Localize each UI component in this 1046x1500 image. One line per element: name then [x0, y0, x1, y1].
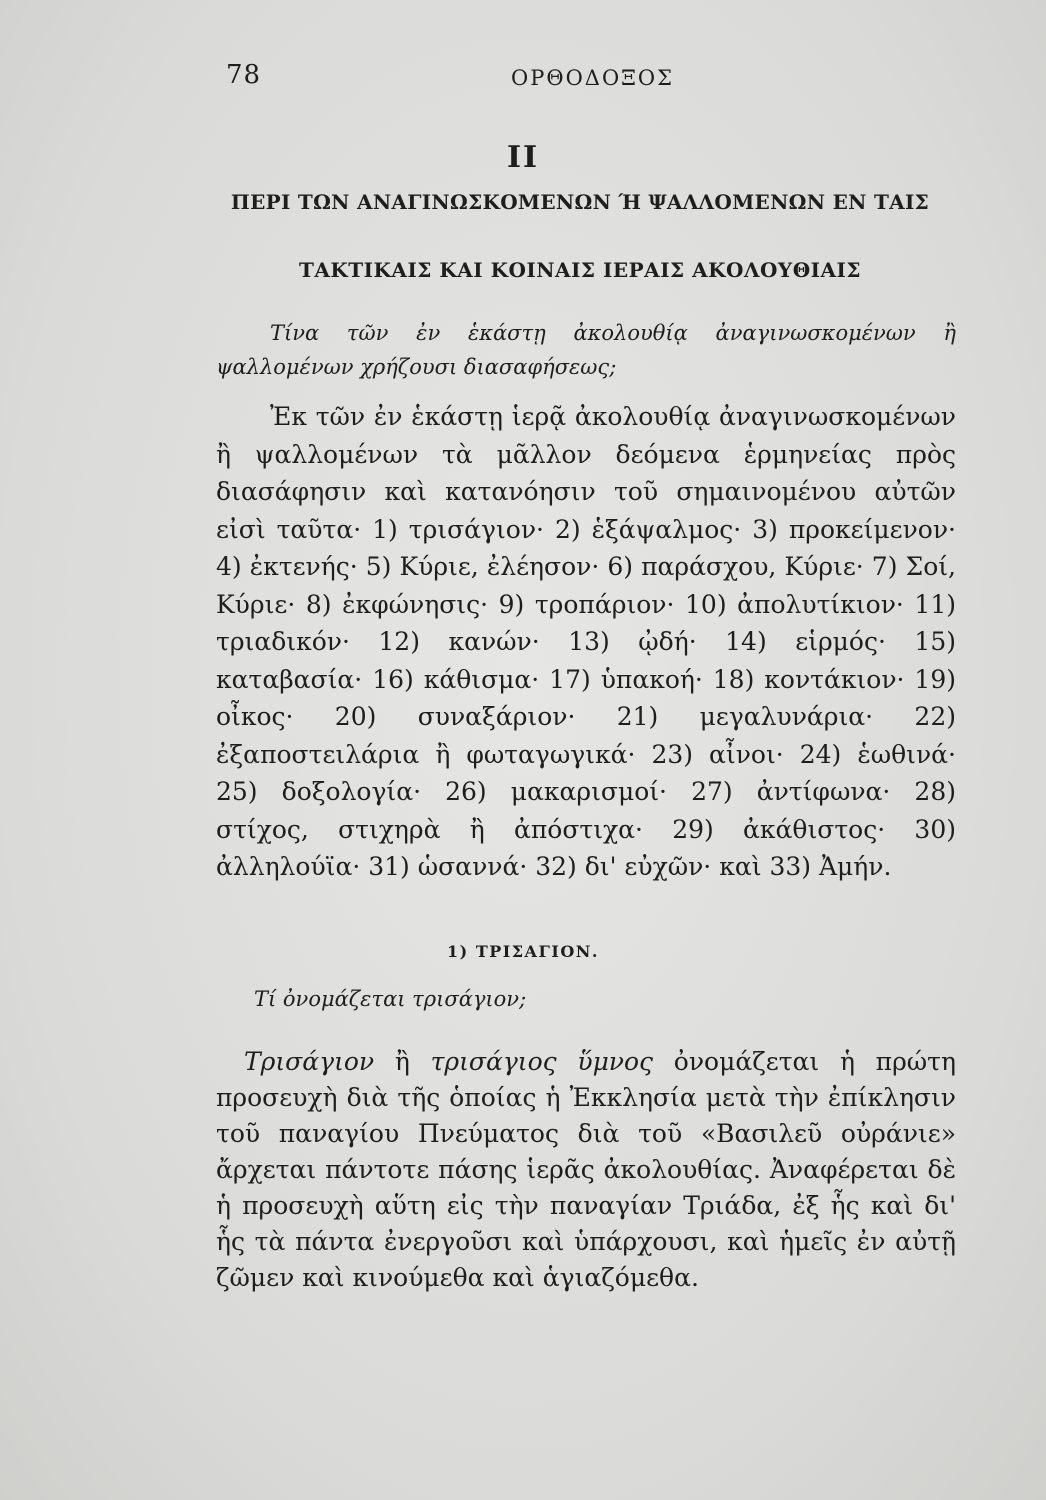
answer-rest: ὀνομάζεται ἡ πρώτη προσευχὴ διὰ τῆς ὁποίας ἡ Ἐκκλησία μετὰ τὴν ἐπίκλησιν τοῦ παναγίου Πνεύματος διὰ τοῦ «Βασιλεῦ οὐράνιε» ἄρχεται πάντοτε πάσης ἱερᾶς ἀκολουθίας. Ἀναφέρεται δὲ ἡ προσευχὴ αὕτη εἰς τὴν παναγίαν Τριάδα, ἐξ ἧς καὶ δι' ἧς τὰ πάντα ἐνεργοῦσι καὶ ὑπάρχουσι, καὶ ἡμεῖς ἐν αὐτῇ ζῶμεν καὶ κινούμεθα καὶ ἁγιαζόμεθα. [216, 1047, 956, 1292]
question-text: Τίνα τῶν ἐν ἑκάστῃ ἀκολουθίᾳ ἀναγινωσκομένων ἢ ψαλλομένων χρήζουσι διασαφήσεως; [216, 321, 956, 379]
section-number: ΙΙ [506, 140, 540, 175]
question-paragraph [216, 316, 956, 384]
page-header [226, 60, 926, 100]
term-trisagion: Τρισάγιον [244, 1047, 375, 1076]
page-number: 78 [226, 60, 262, 90]
term-trisagios-hymnos: τρισάγιος ὕμνος [430, 1047, 654, 1076]
subsection-heading: 1) ΤΡΙΣΑΓΙΟΝ. [447, 942, 599, 961]
chapter-title-line-1: ΠΕΡΙ ΤΩΝ ΑΝΑΓΙΝΩΣΚΟΜΕΝΩΝ Ή ΨΑΛΛΟΜΕΝΩΝ ΕΝ ΤΑΙΣ [230, 190, 930, 214]
connector: ἢ [374, 1047, 431, 1076]
answer-text-2 [216, 1044, 956, 1296]
question-text-2: Τί ὀνομάζεται τρισάγιον; [254, 987, 527, 1011]
answer-paragraph [216, 398, 956, 886]
chapter-title-line-2: ΤΑΚΤΙΚΑΙΣ ΚΑΙ ΚΟΙΝΑΙΣ ΙΕΡΑΙΣ ΑΚΟΛΟΥΘΙΑΙΣ [299, 258, 861, 282]
question-paragraph-2 [216, 982, 956, 1016]
running-title: ΟΡΘΟΔΟΞΟΣ [511, 66, 675, 90]
answer-text: Ἐκ τῶν ἐν ἑκάστῃ ἱερᾷ ἀκολουθίᾳ ἀναγινωσκομένων ἢ ψαλλομένων τὰ μᾶλλον δεόμενα ἑρμηνείας πρὸς διασάφησιν καὶ κατανόησιν τοῦ σημαινομένου αὐτῶν εἰσὶ ταῦτα· 1) τρισάγιον· 2) ἑξάψαλμος· 3) προκείμενον· 4) ἐκτενής· 5) Κύριε, ἐλέησον· 6) παράσχου, Κύριε· 7) Σοί, Κύριε· 8) ἐκφώνησις· 9) τροπάριον· 10) ἀπολυτίκιον· 11) τριαδικόν· 12) κανών· 13) ᾠδή· 14) εἱρμός· 15) καταβασία· 16) κάθισμα· 17) ὑπακοή· 18) κοντάκιον· 19) οἶκος· 20) συναξάριον· 21) μεγαλυνάρια· 22) ἐξαποστειλάρια ἢ φωταγωγικά· 23) αἶνοι· 24) ἑωθινά· 25) δοξολογία· 26) μακαρισμοί· 27) ἀντίφωνα· 28) στίχος, στιχηρὰ ἢ ἀπόστιχα· 29) ἀκάθιστος· 30) ἀλληλούϊα· 31) ὡσαννά· 32) δι' εὐχῶν· καὶ 33) Ἀμήν. [216, 402, 956, 881]
answer-paragraph-2 [216, 1044, 956, 1296]
